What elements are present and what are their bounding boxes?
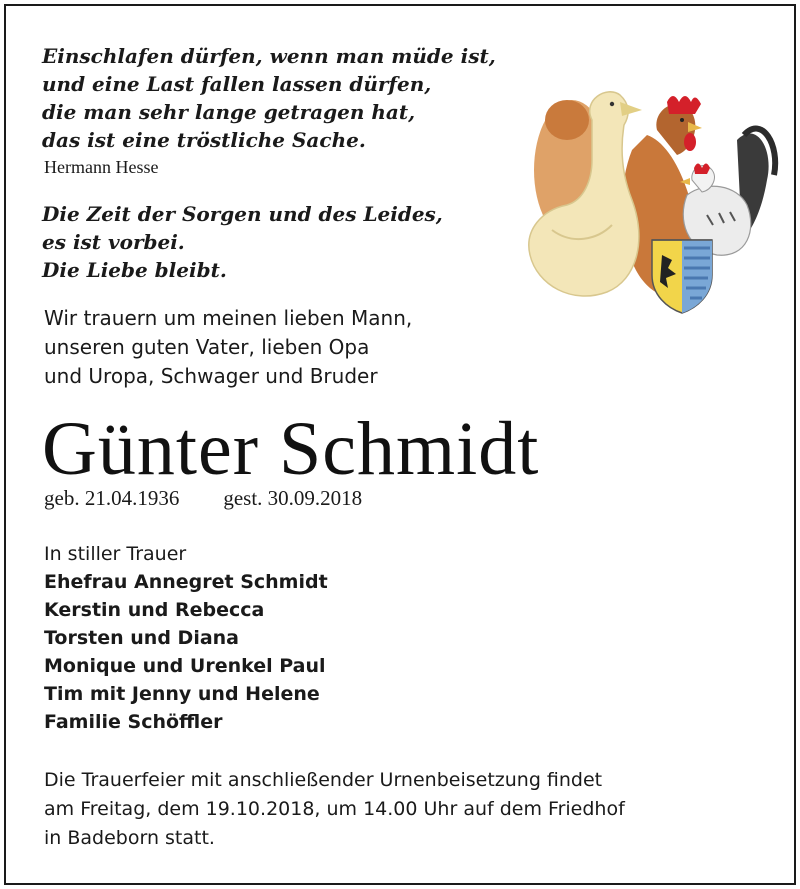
funeral-notice — [44, 766, 764, 853]
notice-line: Die Trauerfeier mit anschließender Urnenbeisetzung findet — [44, 769, 603, 791]
intro-line: Wir trauern um meinen lieben Mann, — [44, 306, 413, 330]
mourner-name: Ehefrau Annegret Schmidt — [44, 571, 328, 593]
poem-line: Einschlafen dürfen, wenn man müde ist, — [42, 44, 496, 68]
mourner-name: Kerstin und Rebecca — [44, 599, 265, 621]
birth-date: geb. 21.04.1936 — [44, 486, 180, 510]
poem-line: es ist vorbei. — [42, 230, 185, 254]
poem-line: die man sehr lange getragen hat, — [42, 100, 416, 124]
notice-line: in Badeborn statt. — [44, 827, 215, 849]
intro-line: unseren guten Vater, lieben Opa — [44, 335, 370, 359]
mourner-name: Familie Schöffler — [44, 711, 223, 733]
notice-line: am Freitag, dem 19.10.2018, um 14.00 Uhr auf dem Friedhof — [44, 798, 625, 820]
poem-line: und eine Last fallen lassen dürfen, — [42, 72, 432, 96]
coat-of-arms-icon — [652, 240, 712, 313]
life-dates — [44, 486, 362, 511]
poem-line: Die Liebe bleibt. — [42, 258, 227, 282]
mourner-name: Monique und Urenkel Paul — [44, 655, 326, 677]
mourners-heading: In stiller Trauer — [44, 543, 187, 565]
deceased-name: Günter Schmidt — [42, 407, 540, 491]
mourning-intro — [44, 304, 504, 391]
mourners-list — [44, 540, 544, 736]
poem-second — [42, 200, 512, 284]
mourner-name: Torsten und Diana — [44, 627, 240, 649]
poem-author: Hermann Hesse — [44, 157, 159, 177]
death-date: gest. 30.09.2018 — [223, 486, 363, 510]
poem-hesse — [42, 42, 512, 154]
poultry-illustration — [512, 80, 782, 320]
poem-line: Die Zeit der Sorgen und des Leides, — [42, 202, 443, 226]
mourner-name: Tim mit Jenny und Helene — [44, 683, 320, 705]
intro-line: und Uropa, Schwager und Bruder — [44, 364, 378, 388]
poem-line: das ist eine tröstliche Sache. — [42, 128, 366, 152]
